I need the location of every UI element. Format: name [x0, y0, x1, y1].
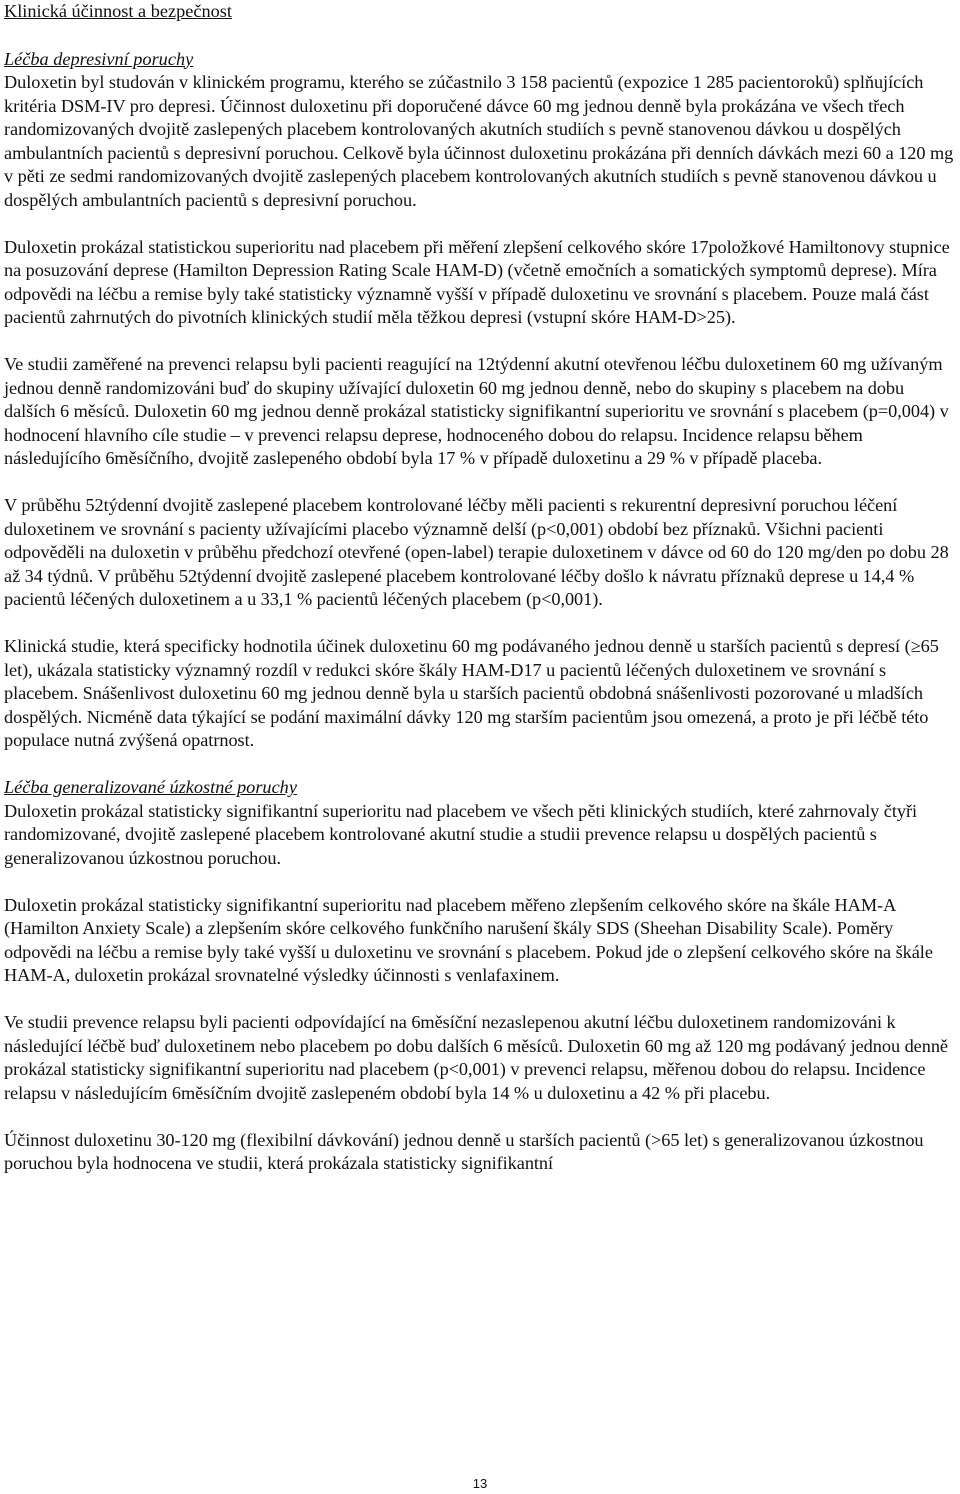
page-number: 13	[472, 1476, 488, 1491]
subsection-title-depression: Léčba depresivní poruchy	[4, 48, 194, 69]
paragraph: Duloxetin prokázal statistickou superioritu nad placebem při měření zlepšení celkového skóre 17položkové Hamiltonovy stupnice na posuzování deprese (Hamilton Depression Rating Scale HAM-D) (včetně emočních a somatických symptomů deprese). Míra odpovědi na léčbu a remise byly také statisticky významně vyšší v případě duloxetinu ve srovnání s placebem. Pouze malá část pacientů zahrnutých do pivotních klinických studií měla těžkou depresi (vstupní skóre HAM-D>25).	[4, 236, 950, 327]
paragraph: Klinická studie, která specificky hodnotila účinek duloxetinu 60 mg podávaného jednou denně u starších pacientů s depresí (≥65 let), ukázala statisticky významný rozdíl v redukci skóre škály HAM-D17 u pacientů léčených duloxetinem ve srovnání s placebem. Snášenlivost duloxetinu 60 mg jednou denně byla u starších pacientů obdobná snášenlivosti pozorované u mladších dospělých. Nicméně data týkající se podání maximální dávky 120 mg starším pacientům jsou omezená, a proto je při léčbě této populace nutná zvýšená opatrnost.	[4, 636, 939, 750]
subsection-title-gad: Léčba generalizované úzkostné poruchy	[4, 777, 297, 797]
paragraph: Ve studii prevence relapsu byli pacienti odpovídající na 6měsíční nezaslepenou akutní léčbu duloxetinem randomizováni k následující léčbě buď duloxetinem nebo placebem po dobu dalších 6 měsíců. Duloxetin 60 mg až 120 mg podávaný jednou denně prokázal statisticky signifikantní superioritu nad placebem (p<0,001) v prevenci relapsu, měřenou dobou do relapsu. Incidence relapsu v následujícím 6měsíčním dvojitě zaslepeném období byla 14 % u duloxetinu a 42 % při placebu.	[4, 1012, 948, 1103]
document-page	[4, 0, 956, 1176]
paragraph: Duloxetin prokázal statisticky signifikantní superioritu nad placebem ve všech pěti klinických studiích, které zahrnovaly čtyři randomizované, dvojitě zaslepené placebem kontrolované akutní studie a studii prevence relapsu u dospělých pacientů s generalizovanou úzkostnou poruchou.	[4, 800, 918, 868]
paragraph: V průběhu 52týdenní dvojitě zaslepené placebem kontrolované léčby měli pacienti s rekurentní depresivní poruchou léčení duloxetinem ve srovnání s pacienty užívajícími placebo významně delší (p<0,001) období bez příznaků. Všichni pacienti odpověděli na duloxetin v průběhu předchozí otevřené (open-label) terapie duloxetinem v dávce od 60 do 120 mg/den po dobu 28 až 34 týdnů. V průběhu 52týdenní dvojitě zaslepené placebem kontrolované léčby došlo k návratu příznaků deprese u 14,4 % pacientů léčených duloxetinem a u 33,1 % pacientů léčených placebem (p<0,001).	[4, 495, 949, 609]
section-title: Klinická účinnost a bezpečnost	[4, 1, 232, 21]
paragraph: Účinnost duloxetinu 30-120 mg (flexibilní dávkování) jednou denně u starších pacientů (>65 let) s generalizovanou úzkostnou poruchou byla hodnocena ve studii, která prokázala statisticky signifikantní	[4, 1129, 924, 1173]
paragraph: Duloxetin prokázal statisticky signifikantní superioritu nad placebem měřeno zlepšením celkového skóre na škále HAM-A (Hamilton Anxiety Scale) a zlepšením skóre celkového funkčního narušení škály SDS (Sheehan Disability Scale). Poměry odpovědi na léčbu a remise byly také vyšší u duloxetinu ve srovnání s placebem. Pokud jde o zlepšení celkového skóre na škále HAM-A, duloxetin prokázal srovnatelné výsledky účinnosti s venlafaxinem.	[4, 894, 933, 985]
paragraph: Ve studii zaměřené na prevenci relapsu byli pacienti reagující na 12týdenní akutní otevřenou léčbu duloxetinem 60 mg užívaným jednou denně randomizováni buď do skupiny užívající duloxetin 60 mg jednou denně, nebo do skupiny s placebem na dobu dalších 6 měsíců. Duloxetin 60 mg jednou denně prokázal statisticky signifikantní superioritu ve srovnání s placebem (p=0,004) v hodnocení hlavního cíle studie – v prevenci relapsu deprese, hodnoceného dobou do relapsu. Incidence relapsu během následujícího 6měsíčního, dvojitě zaslepeného období byla 17 % v případě duloxetinu a 29 % v případě placeba.	[4, 354, 949, 468]
paragraph: Duloxetin byl studován v klinickém programu, kterého se zúčastnilo 3 158 pacientů (expozice 1 285 pacientoroků) splňujících kritéria DSM-IV pro depresi. Účinnost duloxetinu při doporučené dávce 60 mg jednou denně byla prokázána ve všech třech randomizovaných dvojitě zaslepených placebem kontrolovaných akutních studiích s pevně stanovenou dávkou u dospělých ambulantních pacientů s depresivní poruchou. Celkově byla účinnost duloxetinu prokázána při denních dávkách mezi 60 a 120 mg v pěti ze sedmi randomizovaných dvojitě zaslepených placebem kontrolovaných akutních studiích s pevně stanovenou dávkou u dospělých ambulantních pacientů s depresivní poruchou.	[4, 72, 954, 210]
